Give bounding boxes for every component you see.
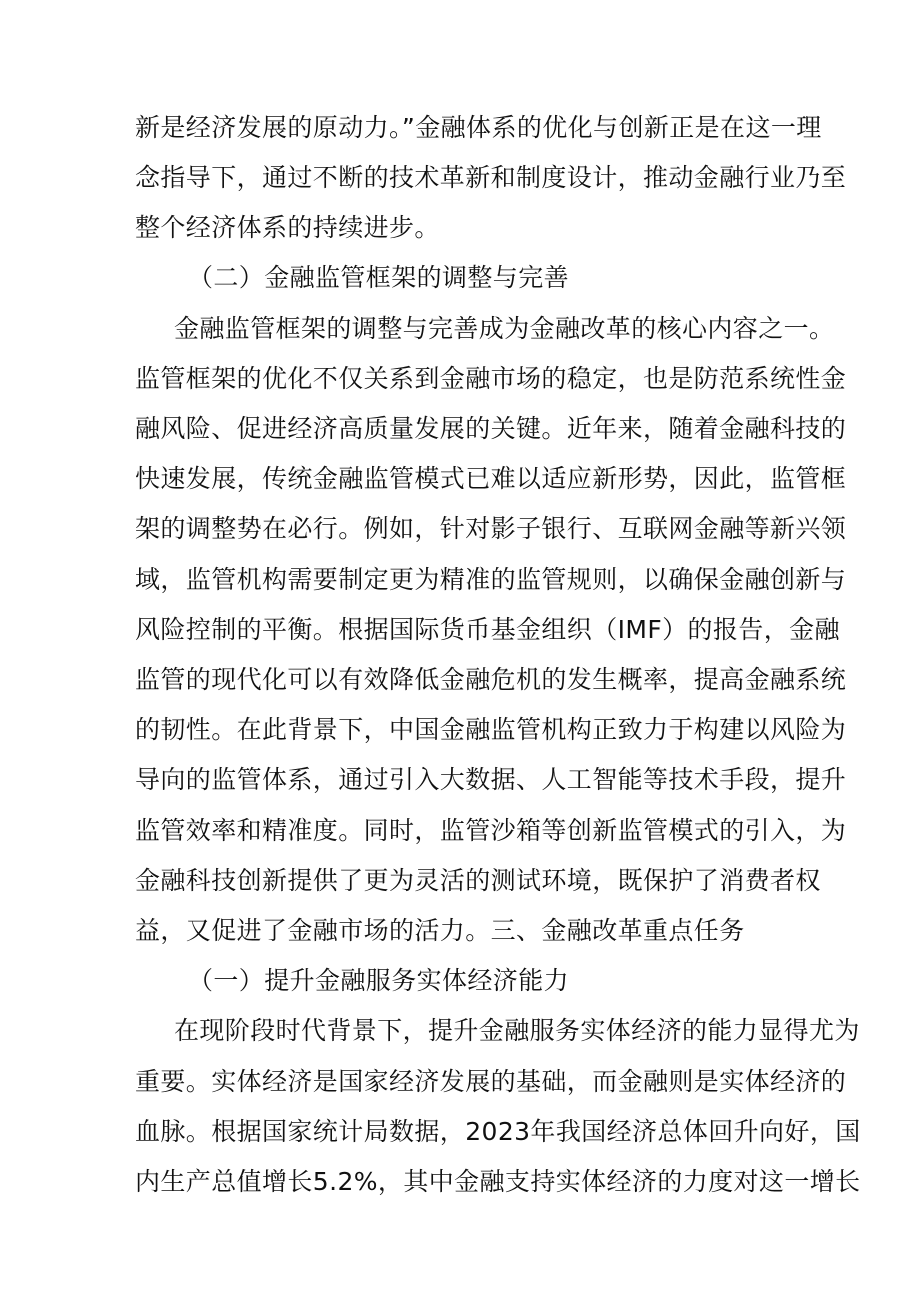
text-line: 域，监管机构需要制定更为精准的监管规则，以确保金融创新与	[135, 565, 847, 594]
section-heading: （二）金融监管框架的调整与完善	[188, 263, 570, 292]
text-line: 快速发展，传统金融监管模式已难以适应新形势，因此，监管框	[135, 464, 847, 493]
text-line: 重要。实体经济是国家经济发展的基础，而金融则是实体经济的	[135, 1067, 847, 1096]
text-line: 融风险、促进经济高质量发展的关键。近年来，随着金融科技的	[135, 414, 847, 443]
text-line: 血脉。根据国家统计局数据，2023年我国经济总体回升向好，国	[135, 1117, 861, 1146]
text-line: 监管效率和精准度。同时，监管沙箱等创新监管模式的引入，为	[135, 816, 847, 845]
text-line: 的韧性。在此背景下，中国金融监管机构正致力于构建以风险为	[135, 715, 847, 744]
text-line: 监管的现代化可以有效降低金融危机的发生概率，提高金融系统	[135, 665, 847, 694]
text-line: 益，又促进了金融市场的活力。三、金融改革重点任务	[135, 916, 745, 945]
text-line: 内生产总值增长5.2%，其中金融支持实体经济的力度对这一增长	[135, 1167, 861, 1196]
paragraph-start: 金融监管框架的调整与完善成为金融改革的核心内容之一。	[174, 314, 835, 343]
text-line: 念指导下，通过不断的技术革新和制度设计，推动金融行业乃至	[135, 163, 847, 192]
text-line: 架的调整势在必行。例如，针对影子银行、互联网金融等新兴领	[135, 514, 847, 543]
paragraph-start: 在现阶段时代背景下，提升金融服务实体经济的能力显得尤为	[174, 1016, 860, 1045]
text-line: 风险控制的平衡。根据国际货币基金组织（IMF）的报告，金融	[135, 615, 840, 644]
text-line: 金融科技创新提供了更为灵活的测试环境，既保护了消费者权	[135, 866, 821, 895]
text-line: 监管框架的优化不仅关系到金融市场的稳定，也是防范系统性金	[135, 364, 847, 393]
text-line: 导向的监管体系，通过引入大数据、人工智能等技术手段，提升	[135, 765, 847, 794]
section-heading: （一）提升金融服务实体经济能力	[188, 966, 570, 995]
text-line: 整个经济体系的持续进步。	[135, 213, 440, 242]
text-line: 新是经济发展的原动力。”金融体系的优化与创新正是在这一理	[135, 113, 822, 142]
